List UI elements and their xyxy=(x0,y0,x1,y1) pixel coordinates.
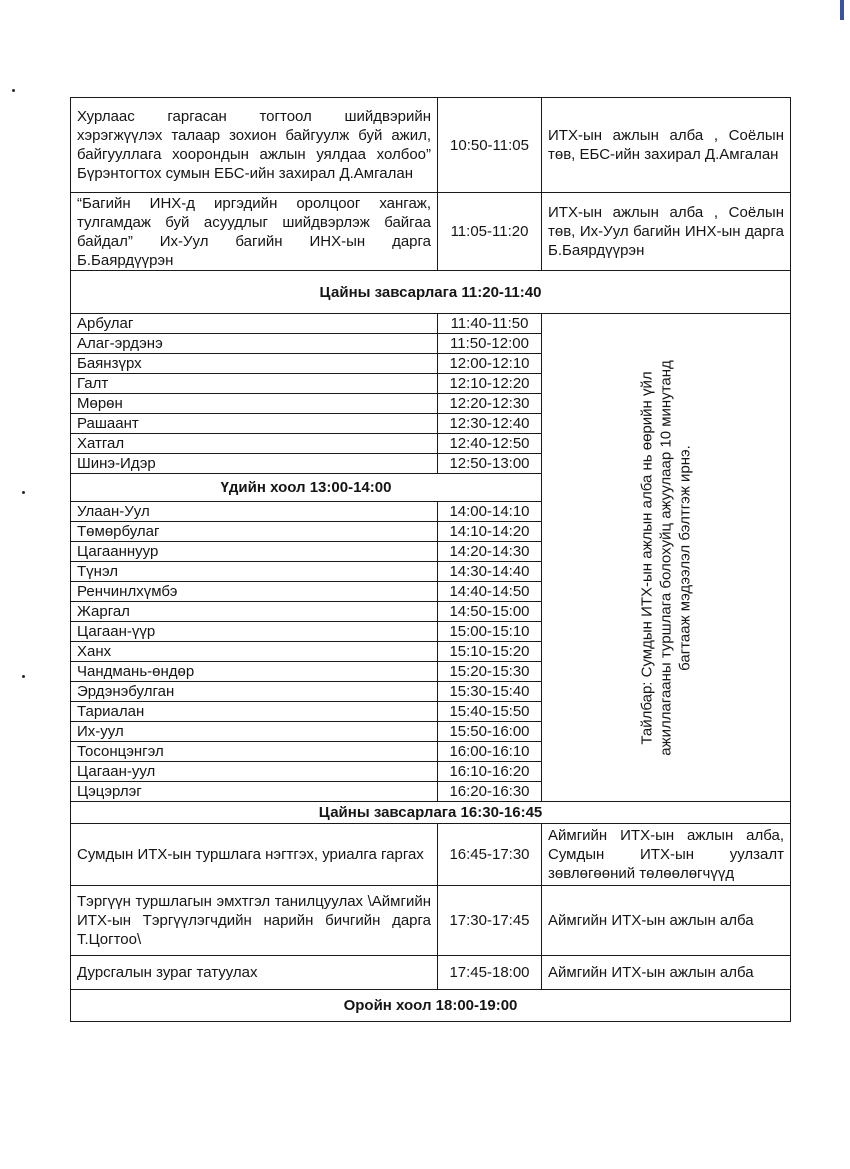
agenda-time: 11:05-11:20 xyxy=(438,193,542,271)
lunch-heading: Үдийн хоол 13:00-14:00 xyxy=(71,474,542,502)
break-row xyxy=(71,802,791,824)
program-row xyxy=(71,886,791,956)
soum-time: 15:00-15:10 xyxy=(438,622,542,642)
soum-time: 14:30-14:40 xyxy=(438,562,542,582)
soum-time: 16:10-16:20 xyxy=(438,762,542,782)
soum-time: 15:50-16:00 xyxy=(438,722,542,742)
soum-name: Ренчинлхүмбэ xyxy=(71,582,438,602)
soum-time: 12:40-12:50 xyxy=(438,434,542,454)
agenda-topic: Тэргүүн туршлагын эмхтгэл танилцуулах \Аймгийн ИТХ-ын Тэргүүлэгчдийн нарийн бичгийн дарга Т.Цогтоо\ xyxy=(71,886,438,956)
soum-name: Хатгал xyxy=(71,434,438,454)
program-row xyxy=(71,956,791,990)
soum-time: 12:10-12:20 xyxy=(438,374,542,394)
soum-time: 12:50-13:00 xyxy=(438,454,542,474)
soum-row xyxy=(71,314,791,334)
soum-time: 16:00-16:10 xyxy=(438,742,542,762)
soum-name: Мөрөн xyxy=(71,394,438,414)
soum-time: 12:20-12:30 xyxy=(438,394,542,414)
agenda-responsible: ИТХ-ын ажлын алба , Соёлын төв, ЕБС-ийн захирал Д.Амгалан xyxy=(542,98,791,193)
program-row xyxy=(71,193,791,271)
tea-break-heading: Цайны завсарлага 11:20-11:40 xyxy=(71,271,791,314)
scan-speck xyxy=(22,491,25,494)
soum-name: Улаан-Уул xyxy=(71,502,438,522)
agenda-responsible: Аймгийн ИТХ-ын ажлын алба, Сумдын ИТХ-ын уулзалт зөвлөгөөний төлөөлөгчүүд xyxy=(542,824,791,886)
soum-name: Рашаант xyxy=(71,414,438,434)
soum-time: 14:50-15:00 xyxy=(438,602,542,622)
soum-time: 14:10-14:20 xyxy=(438,522,542,542)
agenda-topic: Сумдын ИТХ-ын туршлага нэгтгэх, уриалга гаргах xyxy=(71,824,438,886)
agenda-responsible: Аймгийн ИТХ-ын ажлын алба xyxy=(542,956,791,990)
agenda-time: 10:50-11:05 xyxy=(438,98,542,193)
soum-name: Цагаан-үүр xyxy=(71,622,438,642)
agenda-topic: Хурлаас гаргасан тогтоол шийдвэрийн хэрэгжүүлэх талаар зохион байгуулж буй ажил, байгууллага хоорондын ажлын уялдаа холбоо” Бүрэнтогтох сумын ЕБС-ийн захирал Д.Амгалан xyxy=(71,98,438,193)
note-cell xyxy=(542,314,791,802)
soum-time: 14:00-14:10 xyxy=(438,502,542,522)
tea-break-heading: Цайны завсарлага 16:30-16:45 xyxy=(71,802,791,824)
soum-name: Чандмань-өндөр xyxy=(71,662,438,682)
agenda-responsible: Аймгийн ИТХ-ын ажлын алба xyxy=(542,886,791,956)
program-row xyxy=(71,824,791,886)
soum-name: Ханх xyxy=(71,642,438,662)
soum-time: 16:20-16:30 xyxy=(438,782,542,802)
agenda-topic: Дурсгалын зураг татуулах xyxy=(71,956,438,990)
schedule-body xyxy=(71,98,791,1022)
agenda-time: 17:45-18:00 xyxy=(438,956,542,990)
soum-name: Эрдэнэбулган xyxy=(71,682,438,702)
soum-time: 11:50-12:00 xyxy=(438,334,542,354)
dinner-row xyxy=(71,990,791,1022)
soum-time: 12:30-12:40 xyxy=(438,414,542,434)
soum-time: 15:30-15:40 xyxy=(438,682,542,702)
soum-time: 11:40-11:50 xyxy=(438,314,542,334)
agenda-time: 17:30-17:45 xyxy=(438,886,542,956)
soum-time: 15:40-15:50 xyxy=(438,702,542,722)
soum-name: Арбулаг xyxy=(71,314,438,334)
soum-name: Баянзүрх xyxy=(71,354,438,374)
soum-name: Их-уул xyxy=(71,722,438,742)
agenda-responsible: ИТХ-ын ажлын алба , Соёлын төв, Их-Уул багийн ИНХ-ын дарга Б.Баярдүүрэн xyxy=(542,193,791,271)
soum-name: Жаргал xyxy=(71,602,438,622)
program-row xyxy=(71,98,791,193)
soum-name: Түнэл xyxy=(71,562,438,582)
soum-name: Тосонцэнгэл xyxy=(71,742,438,762)
soum-name: Төмөрбулаг xyxy=(71,522,438,542)
soum-name: Шинэ-Идэр xyxy=(71,454,438,474)
soum-name: Алаг-эрдэнэ xyxy=(71,334,438,354)
schedule-table xyxy=(70,97,791,1022)
soum-time: 14:20-14:30 xyxy=(438,542,542,562)
scan-edge-mark xyxy=(840,0,844,20)
soum-time: 15:20-15:30 xyxy=(438,662,542,682)
dinner-heading: Оройн хоол 18:00-19:00 xyxy=(71,990,791,1022)
soum-name: Цагааннуур xyxy=(71,542,438,562)
break-row xyxy=(71,271,791,314)
side-note: Тайлбар: Сумдын ИТХ-ын ажлын алба нь өөрийн үйл ажиллагааны туршлага болохуйц ажуулаар 10 минутанд багтааж мэдээлэл бэлтгэж ирнэ. xyxy=(638,359,694,756)
soum-name: Цэцэрлэг xyxy=(71,782,438,802)
soum-time: 14:40-14:50 xyxy=(438,582,542,602)
soum-name: Цагаан-уул xyxy=(71,762,438,782)
agenda-time: 16:45-17:30 xyxy=(438,824,542,886)
scan-speck xyxy=(12,89,15,92)
soum-time: 12:00-12:10 xyxy=(438,354,542,374)
soum-name: Галт xyxy=(71,374,438,394)
soum-time: 15:10-15:20 xyxy=(438,642,542,662)
scan-speck xyxy=(22,675,25,678)
soum-name: Тариалан xyxy=(71,702,438,722)
agenda-topic: “Багийн ИНХ-д иргэдийн оролцоог хангаж, тулгамдаж буй асуудлыг шийдвэрлэж байгаа байдал” Их-Уул багийн ИНХ-ын дарга Б.Баярдүүрэн xyxy=(71,193,438,271)
